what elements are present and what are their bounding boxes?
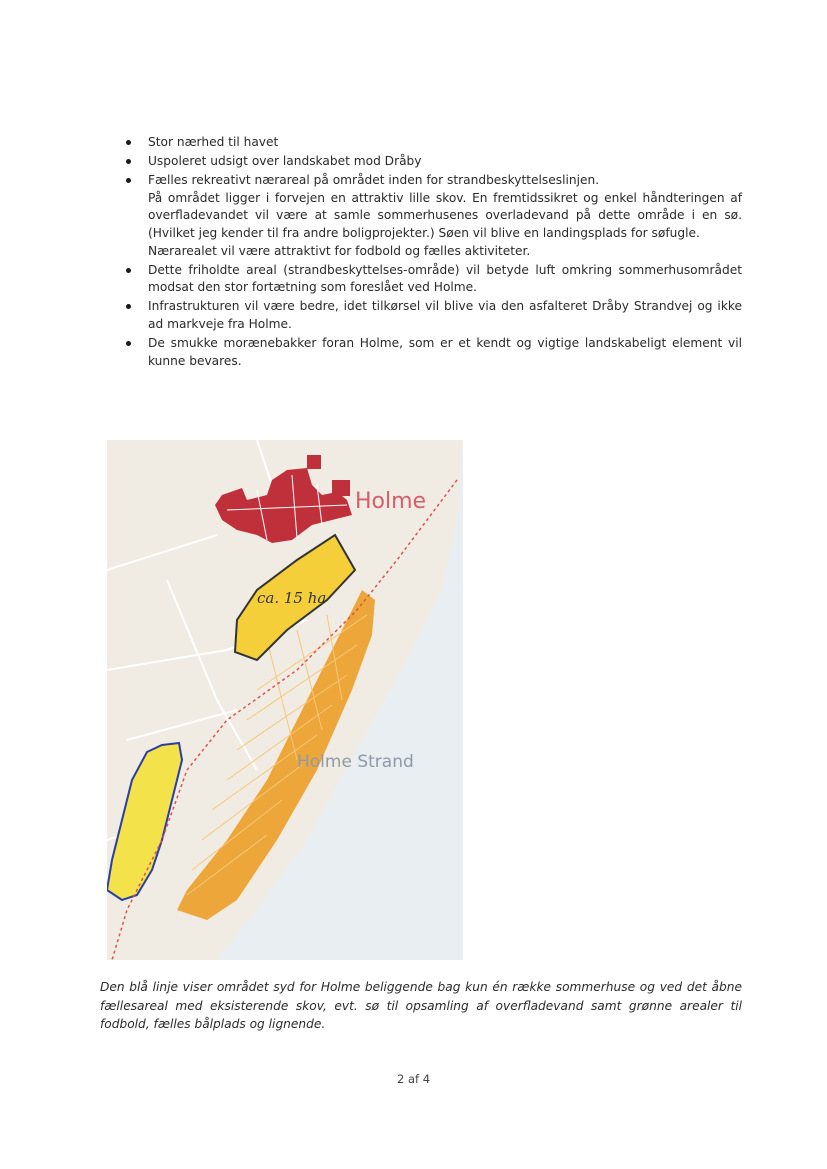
bullet-item: Fælles rekreativt nærareal på området inden for strandbeskyttelseslinjen. På området ligger i forvejen en attraktiv lille skov. En fremtidssikret og enkel håndteringen af overfladevandet vil være at samle sommerhusenes overladevand på dette område i en sø. (Hvilket jeg kender til fra andre boligprojekter.) Søen vil blive en landingsplads for søfugle. Nærarealet vil være attraktivt for fodbold og fælles aktiviteter. — [126, 172, 742, 260]
page-number: 2 af 4 — [396, 1072, 431, 1086]
town-holme — [215, 455, 352, 543]
bullet-item: Infrastrukturen vil være bedre, idet tilkørsel vil blive via den asfalteret Dråby Strandvej og ikke ad markveje fra Holme. — [126, 298, 742, 333]
bullet-list — [126, 134, 742, 372]
map-label-holme-strand: Holme Strand — [297, 752, 414, 772]
map-label-holme: Holme — [355, 489, 427, 514]
bullet-item: De smukke morænebakker foran Holme, som er et kendt og vigtige landskabeligt element vil kunne bevares. — [126, 335, 742, 370]
bullet-item: Uspoleret udsigt over landskabet mod Dråby — [126, 153, 742, 171]
blue-outline-area — [107, 743, 182, 900]
area-map — [107, 440, 463, 960]
bullet-item: Stor nærhed til havet — [126, 134, 742, 152]
map-label-area: ca. 15 ha — [257, 589, 327, 607]
map-caption: Den blå linje viser området syd for Holme beliggende bag kun én række sommerhuse og ved det åbne fællesareal med eksisterende skov, evt. sø til opsamling af overfladevand samt grønne arealer til fodbold, fælles bålplads og lignende. — [100, 980, 742, 1031]
bullet-item: Dette friholdte areal (strandbeskyttelses-område) vil betyde luft omkring sommerhusområdet modsat den stor fortætning som foreslået ved Holme. — [126, 262, 742, 297]
